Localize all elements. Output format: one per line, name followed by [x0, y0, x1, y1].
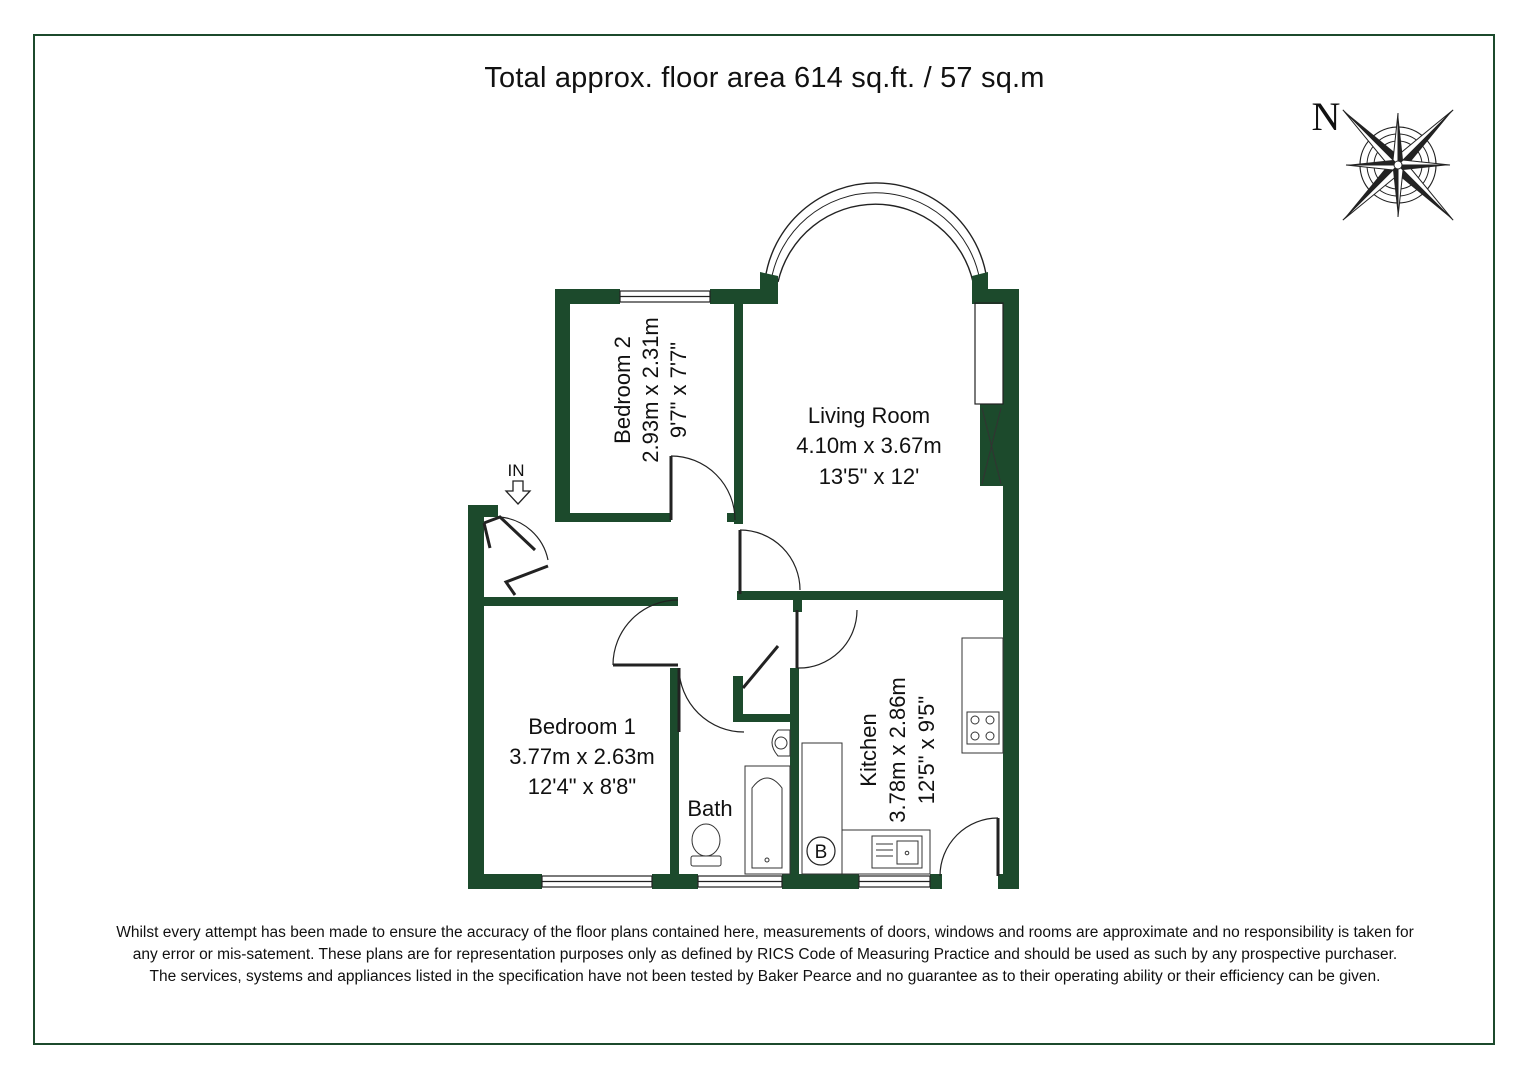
bay-window-posts [760, 272, 988, 302]
bedroom-2-name: Bedroom 2 [610, 336, 635, 444]
room-label-bedroom-2 [610, 317, 691, 463]
bedroom-1-imperial: 12'4" x 8'8" [527, 774, 637, 799]
boiler-icon [807, 837, 835, 865]
washbasin-icon [772, 730, 790, 756]
disclaimer-line-2: any error or mis-satement. These plans are for representation purposes only as defined by RICS Code of Measuring Practice and should be used as such by any prospective purchaser. [132, 946, 1398, 963]
room-label-kitchen [856, 677, 939, 823]
bedroom-2-imperial: 9'7" x 7'7" [666, 341, 691, 439]
bedroom-1-name: Bedroom 1 [528, 714, 636, 739]
bath-name: Bath [687, 796, 733, 821]
room-label-bedroom-1 [509, 714, 655, 799]
disclaimer [40, 922, 1490, 988]
compass-north-letter: N [1311, 94, 1341, 139]
floor-area-title: Total approx. floor area 614 sq.ft. / 57 sq.m [484, 62, 1045, 94]
compass-rose-icon [1288, 55, 1509, 276]
toilet-icon [691, 824, 721, 866]
entrance-arrow-icon [506, 481, 530, 504]
bathtub-icon [745, 766, 790, 874]
disclaimer-line-1: Whilst every attempt has been made to ensure the accuracy of the floor plans contained here, measurements of doors, windows and rooms are approximate and no responsibility is taken for [116, 924, 1414, 941]
room-label-living-room [796, 403, 942, 489]
kitchen-imperial: 12'5" x 9'5" [914, 695, 939, 805]
hob-icon [967, 712, 999, 744]
bedroom-1-metric: 3.77m x 2.63m [509, 744, 655, 769]
kitchen-metric: 3.78m x 2.86m [885, 677, 910, 823]
sink-icon [872, 836, 922, 868]
boiler-label: B [814, 842, 828, 863]
living-room-name: Living Room [807, 403, 931, 428]
living-room-imperial: 13'5" x 12' [818, 464, 920, 489]
disclaimer-line-3: The services, systems and appliances listed in the specification have not been tested by Baker Pearce and no guarantee as to their operating ability or their efficiency can be given. [149, 968, 1381, 985]
entrance-label: IN [507, 461, 525, 480]
kitchen-name: Kitchen [856, 713, 881, 787]
living-room-metric: 4.10m x 3.67m [796, 433, 942, 458]
bedroom-2-metric: 2.93m x 2.31m [638, 317, 663, 463]
